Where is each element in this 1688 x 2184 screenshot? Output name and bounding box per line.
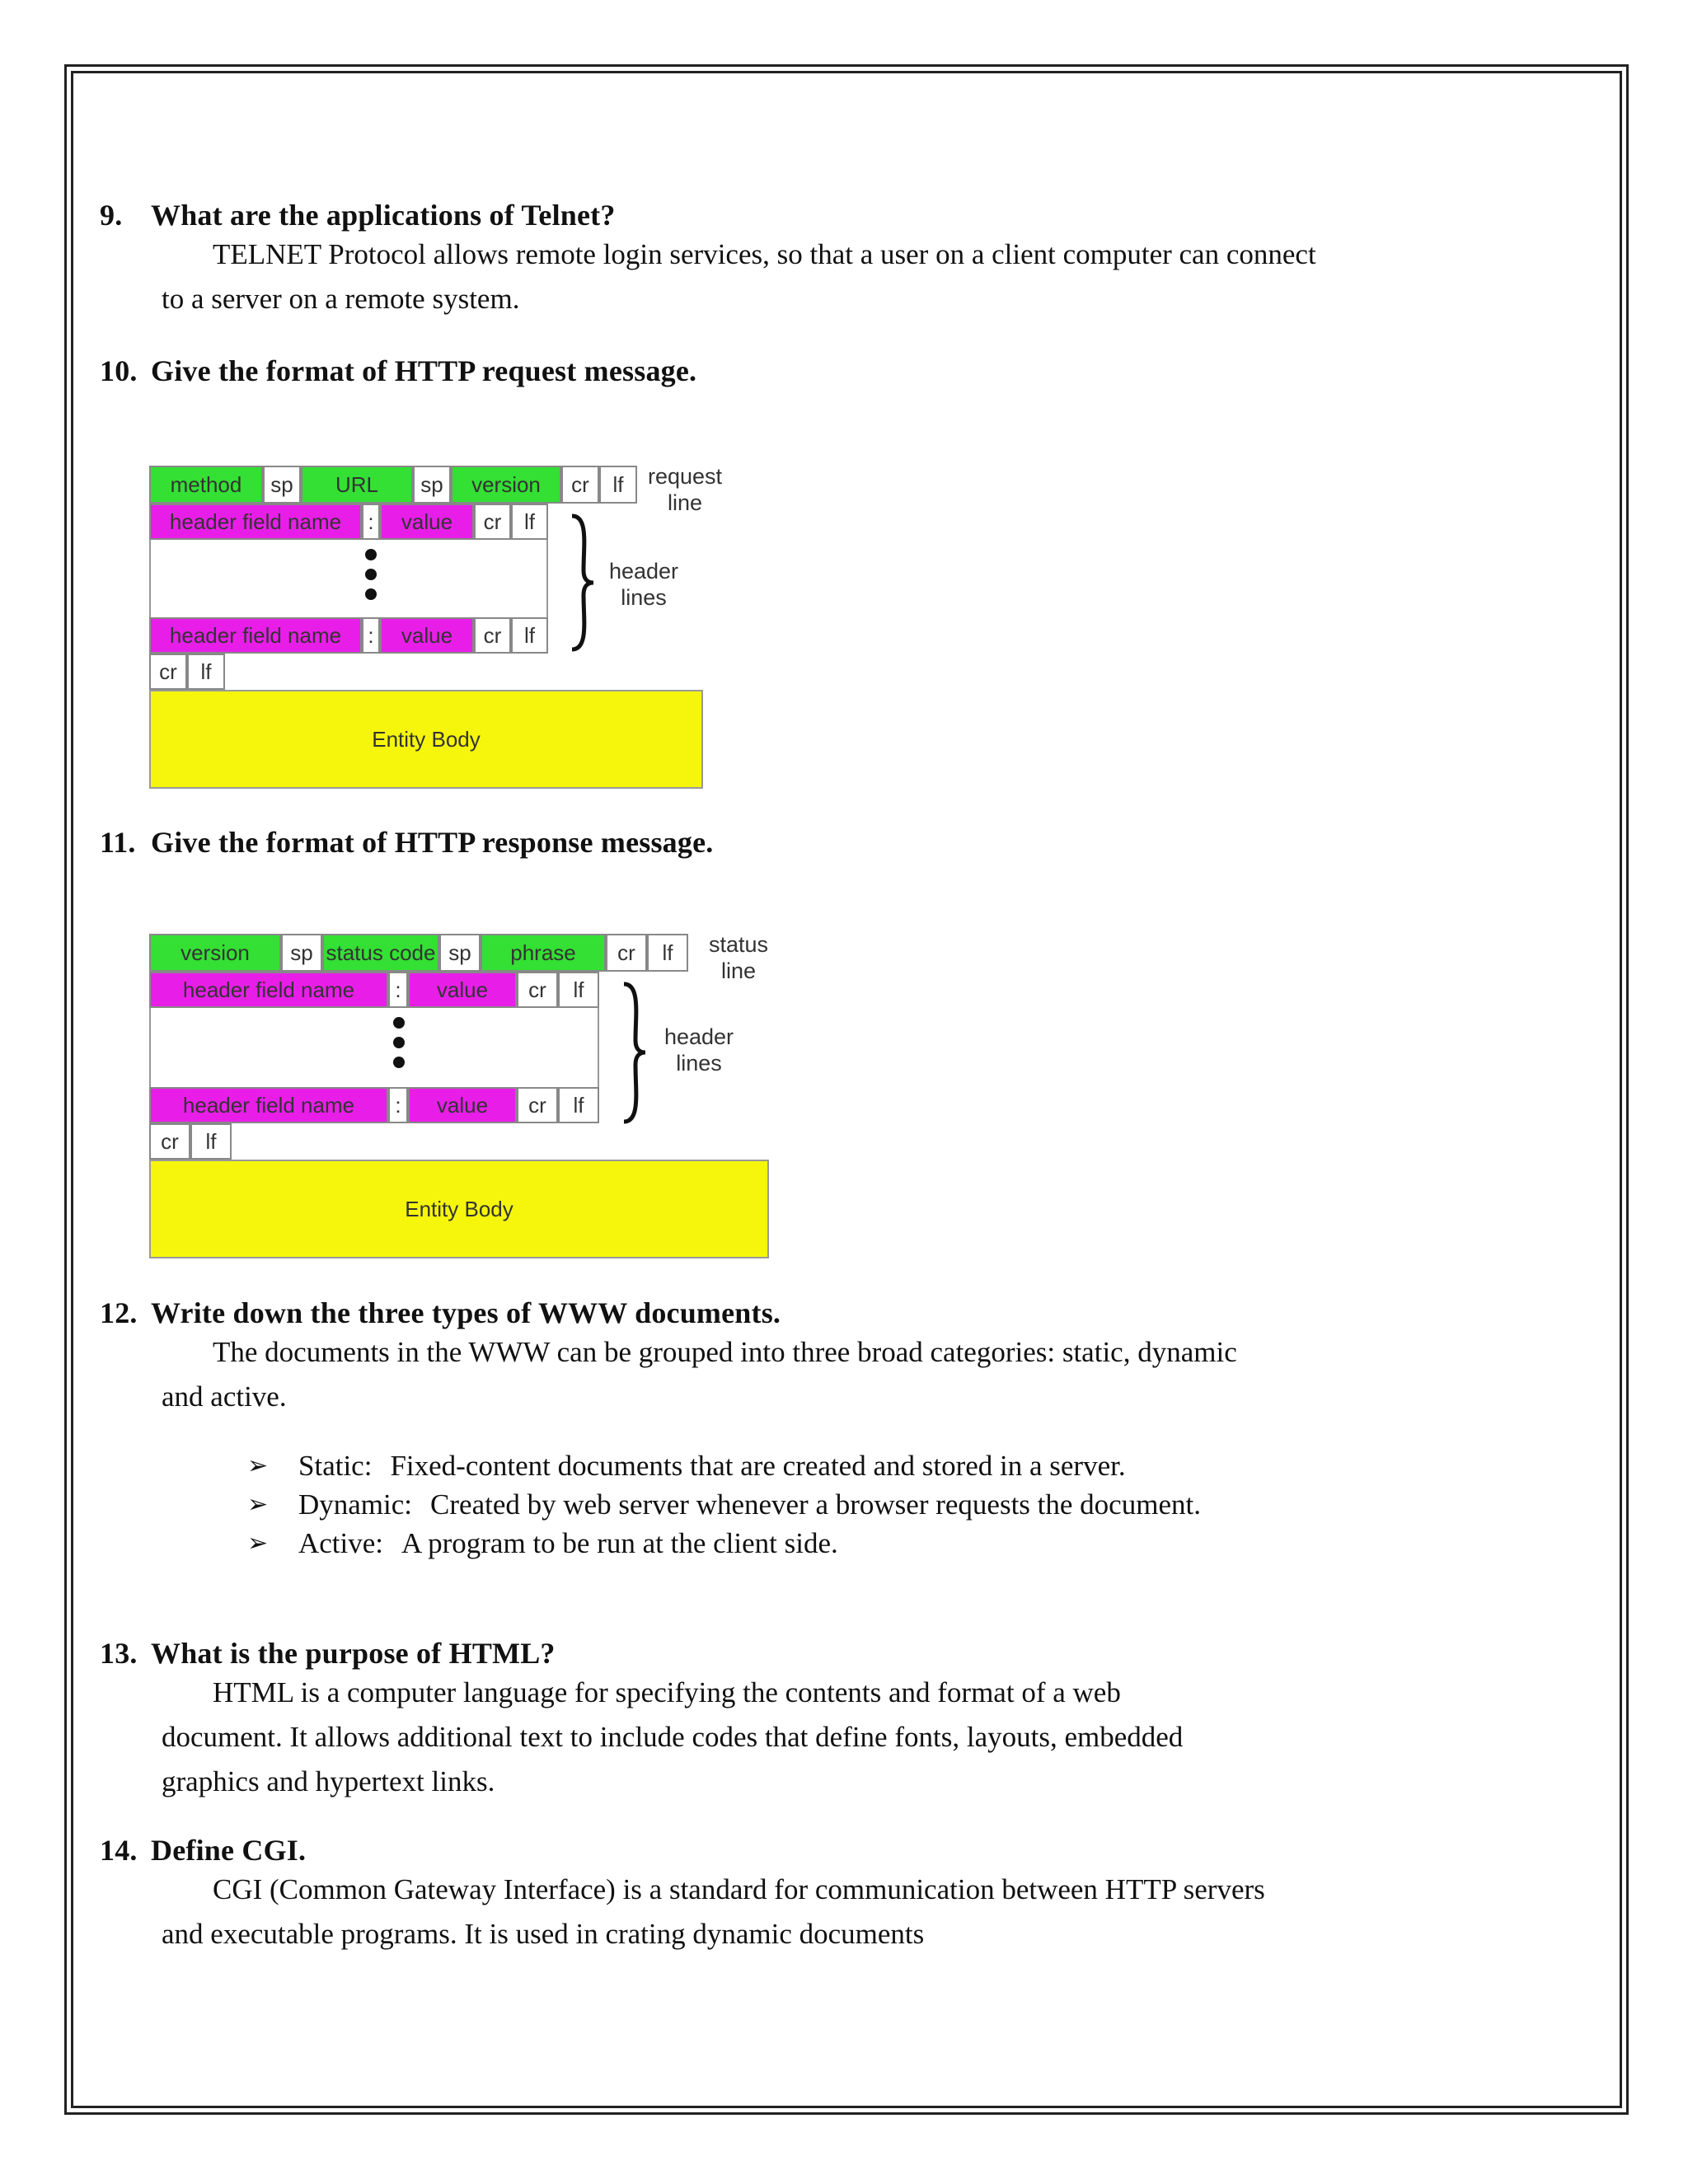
http-response-diagram <box>149 931 817 1261</box>
colon-field: : <box>388 972 408 1008</box>
lf-field: lf <box>558 972 599 1008</box>
question-number: 14. <box>100 1834 138 1867</box>
lf-field: lf <box>558 1087 599 1123</box>
value-field: value <box>408 972 517 1008</box>
question-title: What are the applications of Telnet? <box>151 199 616 232</box>
lf-field: lf <box>599 466 637 504</box>
status-line-label: status line <box>708 932 769 983</box>
question-title: Give the format of HTTP response message. <box>151 826 714 859</box>
lf-field: lf <box>190 1123 232 1160</box>
sp-field: sp <box>281 934 322 972</box>
header-lines-label: header lines <box>608 559 679 610</box>
entity-body: Entity Body <box>149 1160 769 1258</box>
answer-14 <box>162 1868 1490 1957</box>
list-item: ➢ Static: Fixed-content documents that are created and stored in a server. <box>247 1446 1201 1485</box>
value-field: value <box>380 504 474 540</box>
question-number: 11. <box>100 826 136 859</box>
http-request-diagram <box>149 463 759 793</box>
answer-line: document. It allows additional text to include codes that define fonts, layouts, embedded <box>162 1721 1184 1753</box>
colon-field: : <box>362 504 380 540</box>
question-title: Give the format of HTTP request message. <box>151 354 697 387</box>
header-lines-brace <box>565 513 598 653</box>
question-14-heading <box>100 1833 306 1868</box>
ellipsis-dot <box>365 549 377 560</box>
cr-field: cr <box>606 934 647 972</box>
question-number: 12. <box>100 1296 138 1329</box>
method-field: method <box>149 466 263 504</box>
lf-field: lf <box>647 934 688 972</box>
question-13-heading <box>100 1636 556 1671</box>
colon-field: : <box>388 1087 408 1123</box>
answer-line: and executable programs. It is used in crating dynamic documents <box>162 1918 925 1950</box>
question-number: 9. <box>100 199 123 232</box>
ellipsis-dot <box>393 1037 405 1048</box>
ellipsis-dot <box>393 1057 405 1068</box>
question-11-heading <box>100 825 713 860</box>
sp-field: sp <box>263 466 301 504</box>
url-field: URL <box>301 466 413 504</box>
ellipsis-dot <box>393 1017 405 1029</box>
cr-field: cr <box>517 972 558 1008</box>
cr-field: cr <box>474 504 511 540</box>
list-item: ➢ Dynamic: Created by web server whenever a browser requests the document. <box>247 1485 1201 1524</box>
answer-12 <box>162 1330 1490 1419</box>
question-title: What is the purpose of HTML? <box>151 1637 556 1670</box>
sp-field: sp <box>413 466 451 504</box>
status-code-field: status code <box>322 934 439 972</box>
cr-field: cr <box>149 1123 190 1160</box>
list-item: ➢ Active: A program to be run at the client side. <box>247 1524 1201 1563</box>
answer-line: graphics and hypertext links. <box>162 1765 495 1797</box>
request-line-label: request line <box>647 464 723 515</box>
ellipsis-dot <box>365 588 377 600</box>
cr-field: cr <box>561 466 599 504</box>
answer-line: to a server on a remote system. <box>162 283 520 315</box>
lf-field: lf <box>187 654 225 690</box>
answer-line: and active. <box>162 1380 287 1413</box>
sp-field: sp <box>439 934 481 972</box>
value-field: value <box>408 1087 517 1123</box>
answer-line: HTML is a computer language for specifying the contents and format of a web <box>213 1676 1121 1708</box>
question-10-heading <box>100 354 696 388</box>
document-types-list <box>247 1446 1201 1563</box>
header-field-name: header field name <box>149 504 362 540</box>
value-field: value <box>380 617 474 654</box>
cr-field: cr <box>149 654 187 690</box>
header-field-name: header field name <box>149 617 362 654</box>
lf-field: lf <box>511 504 548 540</box>
phrase-field: phrase <box>481 934 606 972</box>
question-9-heading <box>100 198 616 232</box>
header-lines-label: header lines <box>663 1024 734 1076</box>
colon-field: : <box>362 617 380 654</box>
lf-field: lf <box>511 617 548 654</box>
answer-9 <box>162 232 1490 321</box>
arrow-bullet-icon: ➢ <box>247 1451 269 1480</box>
question-12-heading <box>100 1296 781 1330</box>
header-lines-brace <box>617 981 650 1125</box>
answer-line: CGI (Common Gateway Interface) is a standard for communication between HTTP servers <box>213 1873 1265 1905</box>
entity-body: Entity Body <box>149 690 703 789</box>
cr-field: cr <box>517 1087 558 1123</box>
header-field-name: header field name <box>149 972 388 1008</box>
question-title: Define CGI. <box>151 1834 307 1867</box>
question-number: 13. <box>100 1637 138 1670</box>
version-field: version <box>451 466 561 504</box>
ellipsis-dot <box>365 569 377 580</box>
header-field-name: header field name <box>149 1087 388 1123</box>
cr-field: cr <box>474 617 511 654</box>
answer-13 <box>162 1671 1490 1804</box>
version-field: version <box>149 934 281 972</box>
arrow-bullet-icon: ➢ <box>247 1490 269 1519</box>
question-title: Write down the three types of WWW documents. <box>151 1296 781 1329</box>
answer-line: The documents in the WWW can be grouped into three broad categories: static, dynamic <box>213 1336 1237 1368</box>
question-number: 10. <box>100 354 138 387</box>
answer-line: TELNET Protocol allows remote login services, so that a user on a client computer can connect <box>213 238 1316 270</box>
arrow-bullet-icon: ➢ <box>247 1529 269 1558</box>
